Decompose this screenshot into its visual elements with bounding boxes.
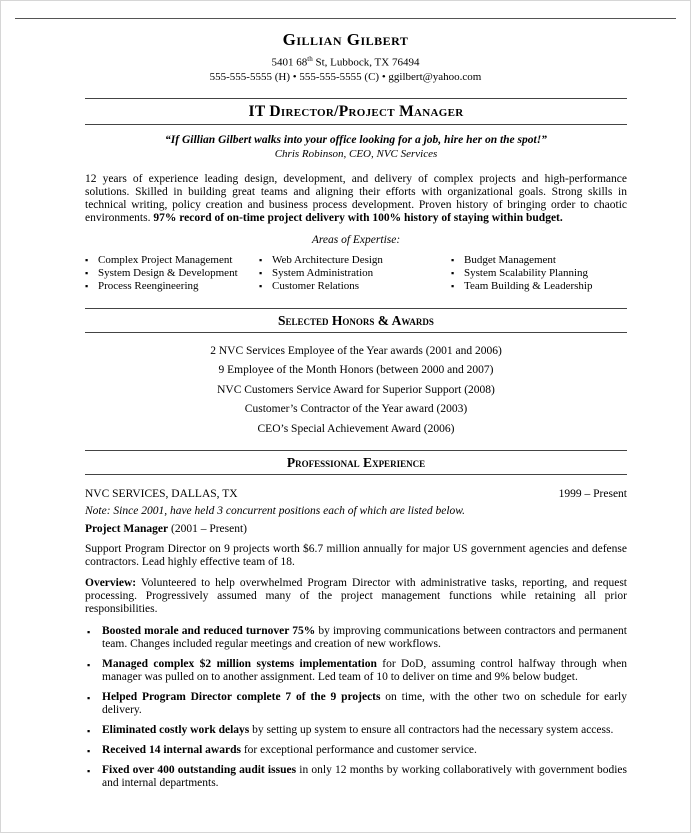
testimonial-attribution: Chris Robinson, CEO, NVC Services: [274, 147, 438, 160]
expertise-label: Complex Project Management: [98, 253, 233, 266]
company-name: NVC SERVICES, DALLAS, TX: [85, 487, 238, 500]
achievement-lead: Managed complex $2 million systems implementation: [102, 657, 377, 670]
expertise-item: [451, 280, 627, 293]
title-block: [85, 98, 627, 125]
expertise-heading: Areas of Expertise:: [311, 233, 401, 246]
role-dates: (2001 – Present): [168, 522, 248, 535]
expertise-item: [259, 267, 451, 280]
bullet-square-icon: ▪: [451, 280, 455, 291]
bullet-square-icon: ▪: [87, 626, 91, 637]
achievement-item: [85, 658, 627, 684]
expertise-item: [451, 254, 627, 267]
expertise-column: [85, 254, 259, 293]
achievement-text: in only 12 months by working collaboratively with government bodies and internal departments.: [102, 763, 627, 789]
expertise-item: [85, 280, 259, 293]
expertise-column: [259, 254, 451, 293]
bullet-square-icon: ▪: [87, 659, 91, 670]
achievement-list: [85, 625, 627, 790]
bullet-square-icon: ▪: [259, 267, 263, 278]
bullet-square-icon: ▪: [85, 267, 89, 278]
address-line: [1, 55, 690, 69]
employment-dates: 1999 – Present: [558, 487, 627, 500]
expertise-grid: [85, 254, 627, 293]
bullet-square-icon: ▪: [259, 280, 263, 291]
overview-text: Volunteered to help overwhelmed Program Director with administrative tasks, reporting, and request processing. Progressively assumed many of the project management functions while retaining all prior responsibilities.: [85, 576, 627, 615]
expertise-label: Web Architecture Design: [272, 253, 383, 266]
summary-bold-text: 97% record of on-time project delivery with 100% history of staying within budget.: [153, 211, 563, 224]
achievement-item: [85, 764, 627, 790]
honor-item: 9 Employee of the Month Honors (between 2000 and 2007): [218, 364, 494, 377]
resume-header: [1, 30, 690, 83]
resume-title: IT Director/Project Manager: [248, 102, 464, 120]
summary-paragraph: [85, 173, 627, 225]
achievement-text: for DoD, assuming control halfway through when manager was pulled on to another assignment. Led team of 10 to deliver on time and 9% below budget.: [102, 657, 628, 683]
resume-body: [1, 98, 690, 790]
expertise-label: System Administration: [272, 266, 374, 279]
summary-text: 12 years of experience leading design, development, and delivery of complex projects and high-performance solutions. Skilled in building great teams and aligning their efforts with organizational goals. Strong skills in technical writing, policy creation and business process development. Proven history of bringing order to chaotic environments.: [85, 172, 627, 224]
address-ordinal: th: [307, 55, 313, 63]
expertise-label: Team Building & Leadership: [464, 279, 593, 292]
expertise-item: [259, 280, 451, 293]
achievement-text: for exceptional performance and customer service.: [240, 743, 477, 756]
achievement-text: by improving communications between contractors and permanent team. Changes included regular meetings and creation of new workflows.: [102, 624, 628, 650]
expertise-label: Process Reengineering: [98, 279, 199, 292]
bullet-square-icon: ▪: [87, 745, 91, 756]
expertise-label: Budget Management: [464, 253, 556, 266]
job-summary-paragraph: Support Program Director on 9 projects worth $6.7 million annually for major US government agencies and defense contractors. Lead highly effective team of 18.: [85, 542, 627, 568]
expertise-label: System Design & Development: [98, 266, 238, 279]
achievement-item: [85, 724, 627, 737]
expertise-item: [85, 267, 259, 280]
honors-section-heading: Selected Honors & Awards: [85, 308, 627, 333]
achievement-text: on time, with the other two on schedule for early delivery.: [102, 690, 627, 716]
expertise-item: [259, 254, 451, 267]
honor-item: NVC Customers Service Award for Superior Support (2008): [217, 383, 495, 396]
achievement-lead: Boosted morale and reduced turnover 75%: [102, 624, 316, 637]
expertise-item: [85, 254, 259, 267]
achievement-item: [85, 625, 627, 651]
expertise-label: Customer Relations: [272, 279, 360, 292]
bullet-square-icon: ▪: [451, 254, 455, 265]
achievement-lead: Helped Program Director complete 7 of the 9 projects: [102, 690, 381, 703]
bullet-square-icon: ▪: [85, 254, 89, 265]
top-divider: [15, 18, 676, 19]
experience-section-heading: Professional Experience: [85, 450, 627, 475]
bullet-square-icon: ▪: [85, 280, 89, 291]
bullet-square-icon: ▪: [87, 692, 91, 703]
achievement-lead: Eliminated costly work delays: [102, 723, 250, 736]
achievement-text: by setting up system to ensure all contractors had the necessary system access.: [249, 723, 614, 736]
expertise-item: [451, 267, 627, 280]
achievement-lead: Received 14 internal awards: [102, 743, 241, 756]
address-text-rest: St, Lubbock, TX 76494: [312, 56, 420, 69]
overview-paragraph: [85, 577, 627, 616]
expertise-column: [451, 254, 627, 293]
expertise-label: System Scalability Planning: [464, 266, 589, 279]
testimonial-quote: “If Gillian Gilbert walks into your office looking for a job, hire her on the spot!”: [165, 133, 547, 146]
bullet-square-icon: ▪: [451, 267, 455, 278]
overview-label: Overview:: [85, 576, 137, 589]
honor-item: CEO’s Special Achievement Award (2006): [257, 422, 455, 435]
honor-item: Customer’s Contractor of the Year award (2003): [244, 403, 468, 416]
contact-line: 555-555-5555 (H) • 555-555-5555 (C) • ggilbert@yahoo.com: [209, 70, 482, 83]
candidate-name: Gillian Gilbert: [282, 30, 409, 49]
bullet-square-icon: ▪: [87, 725, 91, 736]
role-title: Project Manager: [85, 522, 169, 535]
positions-note: Note: Since 2001, have held 3 concurrent positions each of which are listed below.: [85, 504, 465, 517]
address-text: 5401 68: [271, 56, 308, 69]
achievement-item: [85, 744, 627, 757]
bullet-square-icon: ▪: [87, 765, 91, 776]
company-row: [85, 488, 627, 500]
honors-list: [85, 345, 627, 435]
honor-item: 2 NVC Services Employee of the Year awards (2001 and 2006): [210, 344, 502, 357]
achievement-lead: Fixed over 400 outstanding audit issues: [102, 763, 297, 776]
role-line: [85, 523, 627, 535]
bullet-square-icon: ▪: [259, 254, 263, 265]
achievement-item: [85, 691, 627, 717]
